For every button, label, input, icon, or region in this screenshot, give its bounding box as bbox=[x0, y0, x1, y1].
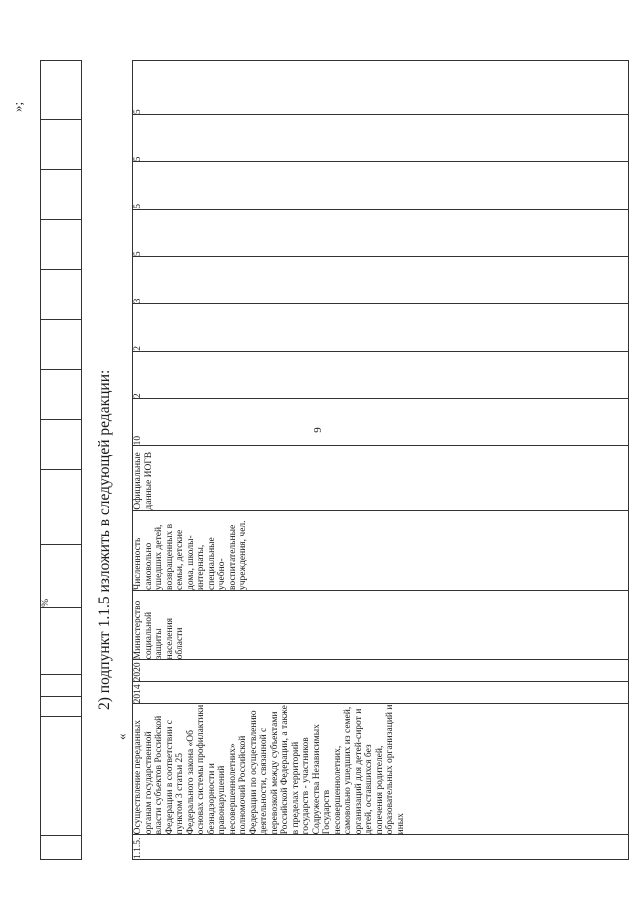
executor: Министерство социальной защиты населения области bbox=[133, 590, 629, 659]
value-cell: 5 bbox=[133, 61, 629, 115]
indicator: Численность самовольно ушедших детей, возвращенных в семьи, детские дома, школы-интернаты, специальные учебно-воспитательные учреждения, чел. bbox=[133, 510, 629, 590]
data-source: Официальные данные ИОГВ bbox=[133, 446, 629, 510]
value-cell: 5 bbox=[133, 162, 629, 209]
value-cell: 2 bbox=[133, 351, 629, 398]
program-table bbox=[132, 60, 629, 860]
rotated-page bbox=[10, 60, 630, 860]
value-cell: 5 bbox=[133, 209, 629, 256]
row-description: Осуществление переданных органам государственной власти субъектов Российской Федерации в соответствии с пунктом 3 статьи 25 Федерального закона «Об основах системы профилактики безнадзорности и правонарушений несовершеннолетних» полномочий Российской Федерации по осуществлению деятельности, связанной с перевозкой между субъектами Российской Федерации, а также в пределах территорий государств - участников Содружества Независимых Государств несовершеннолетних, самовольно ушедших из семей, организаций для детей-сирот и детей, оставшихся без попечения родителей, образовательных организаций и иных bbox=[133, 704, 629, 835]
value-cell: 2 bbox=[133, 304, 629, 351]
year-end: 2020 bbox=[133, 660, 629, 682]
row-number: 1.1.5. bbox=[133, 835, 629, 860]
table-row bbox=[133, 61, 629, 860]
amendment-heading: 2) подпункт 1.1.5 изложить в следующей редакции: bbox=[96, 369, 113, 710]
previous-table-fragment bbox=[40, 60, 82, 860]
value-cell: 5 bbox=[133, 115, 629, 162]
value-cell: 10 bbox=[133, 399, 629, 446]
closing-quote: »; bbox=[10, 101, 25, 112]
opening-quote: « bbox=[114, 733, 129, 740]
year-start: 2014 bbox=[133, 682, 629, 704]
percent-cell: % bbox=[41, 545, 82, 608]
page-number: 9 bbox=[311, 427, 324, 433]
value-cell: 3 bbox=[133, 257, 629, 304]
